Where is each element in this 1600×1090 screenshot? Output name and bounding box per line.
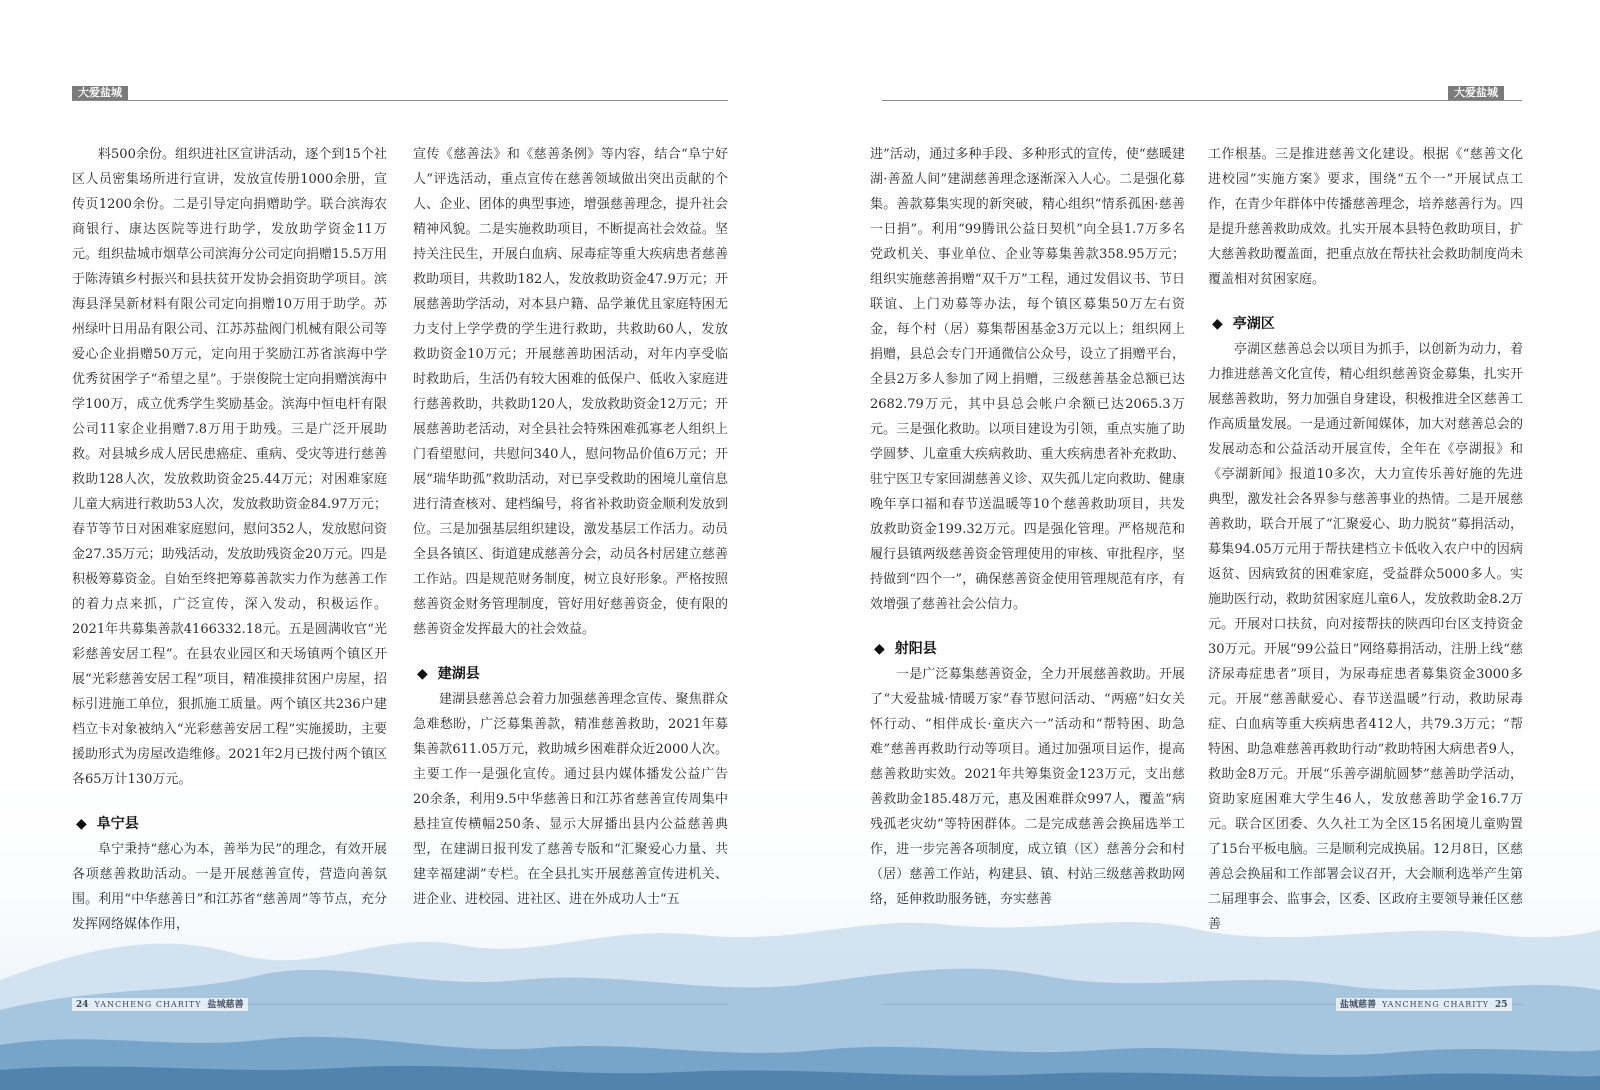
right-page: [800, 0, 1600, 1090]
page-number: 25: [1495, 1000, 1508, 1010]
paragraph: 一是广泛募集慈善资金，全力开展慈善救助。开展了“大爱盐城·情暖万家”春节慰问活动、“两癌”妇女关怀行动、“相伴成长·童庆六一”活动和“帮特困、助急难”慈善再救助行动等项目。通过加强项目运作，提高慈善救助实效。2021年共筹集资金123万元，支出慈善救助金185.48万元，惠及困难群众997人，覆盖“病残孤老灾幼”等特困群体。二是完成慈善会换届选举工作，进一步完善各项制度，成立镇（区）慈善分会和村（居）慈善工作站，构建县、镇、村站三级慈善救助网络，延伸救助服务链，夯实慈善: [870, 667, 1185, 907]
paragraph: 阜宁秉持“慈心为本，善举为民”的理念，有效开展各项慈善救助活动。一是开展慈善宣传，营造向善氛围。利用“中华慈善日”和江苏省“慈善周”等节点，充分发挥网络媒体作用，: [72, 842, 387, 932]
column-3: [870, 142, 1185, 912]
header-label-right: 大爱盐城: [1448, 86, 1504, 100]
header-rule-left: [72, 100, 728, 101]
header-label-left: 大爱盐城: [72, 86, 128, 100]
footer-chinese: 盐城慈善: [1340, 1000, 1377, 1010]
footer-english: YANCHENG CHARITY: [1382, 1000, 1489, 1009]
footer-left: [72, 998, 248, 1011]
section-heading-funing: ◆ 阜宁县: [72, 812, 387, 837]
footer-english: YANCHENG CHARITY: [94, 1000, 202, 1009]
footer-right: [1336, 998, 1512, 1011]
diamond-bullet-icon: ◆: [874, 641, 885, 657]
page-number: 24: [76, 1000, 89, 1010]
paragraph: 建湖县慈善总会着力加强慈善理念宣传、聚焦群众急难愁盼，广泛募集善款，精准慈善救助，2021年募集善款611.05万元，救助城乡困难群众近2000人次。主要工作一是强化宣传。通过县内媒体播发公益广告20余条，利用9.5中华慈善日和江苏省慈善宣传周集中悬挂宣传横幅250条、显示大屏播出县内公益慈善典型，在建湖日报刊发了慈善专版和“汇聚爱心力量、共建幸福建湖”专栏。在全县扎实开展慈善宣传进机关、进企业、进校园、进社区、进在外成功人士“五: [413, 692, 728, 907]
paragraph: 工作根基。三是推进慈善文化建设。根据《“慈善文化进校园”实施方案》要求，围绕“五个一”开展试点工作，在青少年群体中传播慈善理念，培养慈善行为。四是提升慈善救助成效。扎实开展本县特色救助项目，扩大慈善救助覆盖面，把重点放在帮扶社会救助制度尚未覆盖相对贫困家庭。: [1208, 147, 1523, 287]
diamond-bullet-icon: ◆: [417, 666, 428, 682]
header-rule-right: [882, 100, 1522, 101]
column-1: [72, 142, 387, 937]
diamond-bullet-icon: ◆: [1212, 316, 1223, 332]
section-heading-tinghu: ◆ 亭湖区: [1208, 312, 1523, 337]
paragraph: 料500余份。组织进社区宣讲活动，逐个到15个社区人员密集场所进行宣讲，发放宣传册1000余册，宣传页1200余份。二是引导定向捐赠助学。联合滨海农商银行、康达医院等进行助学，发放助学资金11万元。组织盐城市烟草公司滨海分公司定向捐赠15.5万用于陈涛镇乡村振兴和县扶贫开发协会捐资助学项目。滨海县泽昊新材料有限公司定向捐赠10万用于助学。苏州绿叶日用品有限公司、江苏苏盐阀门机械有限公司等爱心企业捐赠50万元，定向用于奖励江苏省滨海中学优秀贫困学子“希望之星”。于崇俊院士定向捐赠滨海中学100万，成立优秀学生奖励基金。滨海中恒电杆有限公司11家企业捐赠7.8万用于助残。三是广泛开展助救。对县城乡成人居民患癌症、重病、受灾等进行慈善救助128人次，发放救助资金25.44万元；对困难家庭儿童大病进行救助53人次，发放救助资金84.97万元；春节等节日对困难家庭慰问，慰问352人，发放慰问资金27.35万元；助残活动，发放助残资金20万元。四是积极筹募资金。自始至终把筹募善款实力作为慈善工作的着力点来抓，广泛宣传，深入发动，积极运作。2021年共募集善款4166332.18元。五是圆满收官“光彩慈善安居工程”。在县农业园区和天场镇两个镇区开展“光彩慈善安居工程”项目，精准摸排贫困户房屋，招标引进施工单位，狠抓施工质量。两个镇区共236户建档立卡对象被纳入“光彩慈善安居工程”实施援助，主要援助形式为房屋改造维修。2021年2月已拨付两个镇区各65万计130万元。: [72, 147, 387, 787]
section-heading-sheyang: ◆ 射阳县: [870, 637, 1185, 662]
column-2: [413, 142, 728, 912]
column-4: [1208, 142, 1523, 937]
diamond-bullet-icon: ◆: [76, 816, 87, 832]
paragraph: 进”活动，通过多种手段、多种形式的宣传，使“慈暖建湖·善盈人间”建湖慈善理念逐渐深入人心。二是强化募集。善款募集实现的新突破，精心组织“情系孤困·慈善一日捐”。利用“99腾讯公益日契机”向全县1.7万多名党政机关、事业单位、企业等募集善款358.95万元；组织实施慈善捐赠“双千万”工程，通过发倡议书、节日联谊、上门劝募等办法，每个镇区募集50万左右资金，每个村（居）募集帮困基金3万元以上；组织网上捐赠，县总会专门开通微信公众号，设立了捐赠平台，全县2万多人参加了网上捐赠，三级慈善基金总额已达2682.79万元，其中县总会帐户余额已达2065.3万元。三是强化救助。以项目建设为引领，重点实施了助学圆梦、儿童重大疾病救助、重大疾病患者补充救助、驻宁医卫专家回湖慈善义诊、双失孤儿定向救助、健康晚年享口福和春节送温暖等10个慈善救助项目，共发放救助资金199.32万元。四是强化管理。严格规范和履行县镇两级慈善资金管理使用的审核、审批程序，坚持做到“四个一”，确保慈善资金使用管理规范有序，有效增强了慈善社会公信力。: [870, 147, 1185, 612]
section-heading-jianhu: ◆ 建湖县: [413, 662, 728, 687]
paragraph: 宣传《慈善法》和《慈善条例》等内容，结合“阜宁好人”评选活动，重点宣传在慈善领域做出突出贡献的个人、企业、团体的典型事迹，增强慈善理念，提升社会精神风貌。二是实施救助项目，不断提高社会效益。坚持关注民生，开展白血病、尿毒症等重大疾病患者慈善救助项目，共救助182人，发放救助资金47.9万元；开展慈善助学活动，对本县户籍、品学兼优且家庭特困无力支付上学学费的学生进行救助，共救助60人，发放救助资金10万元；开展慈善助困活动，对年内享受临时救助后，生活仍有较大困难的低保户、低收入家庭进行慈善救助，共救助120人，发放救助资金12万元；开展慈善助老活动，对全县社会特殊困难孤寡老人组织上门看望慰问，共慰问340人，慰问物品价值6万元；开展“瑞华助孤”救助活动，对已享受救助的困境儿童信息进行清查核对、建档编号，将省补救助资金顺利发放到位。三是加强基层组织建设，激发基层工作活力。动员全县各镇区、街道建成慈善分会，动员各村居建立慈善工作站。四是规范财务制度，树立良好形象。严格按照慈善资金财务管理制度，管好用好慈善资金，使有限的慈善资金发挥最大的社会效益。: [413, 147, 728, 637]
footer-chinese: 盐城慈善: [207, 1000, 244, 1010]
paragraph: 亭湖区慈善总会以项目为抓手，以创新为动力，着力推进慈善文化宣传，精心组织慈善资金募集，扎实开展慈善救助，努力加强自身建设，积极推进全区慈善工作高质量发展。一是通过新闻媒体，加大对慈善总会的发展动态和公益活动开展宣传，全年在《亭湖报》和《亭湖新闻》报道10多次，大力宣传乐善好施的先进典型，激发社会各界参与慈善事业的热情。二是开展慈善救助，联合开展了“汇聚爱心、助力脱贫”募捐活动，募集94.05万元用于帮扶建档立卡低收入农户中的因病返贫、因病致贫的困难家庭，受益群众5000多人。实施助医行动，救助贫困家庭儿童6人，发放救助金8.2万元。开展对口扶贫，向对接帮扶的陕西印台区支持资金30万元。开展“99公益日”网络募捐活动，注册上线“慈济尿毒症患者”项目，为尿毒症患者募集资金3000多元。开展“慈善献爱心、春节送温暖”行动，救助尿毒症、白血病等重大疾病患者412人，共79.3万元；“帮特困、助急难慈善再救助行动”救助特困大病患者9人，救助金8万元。开展“乐善亭湖航圆梦”慈善助学活动，资助家庭困难大学生46人，发放慈善助学金16.7万元。联合区团委、久久社工为全区15名困境儿童购置了15台平板电脑。三是顺利完成换届。12月8日，区慈善总会换届和工作部署会议召开，大会顺利选举产生第二届理事会、监事会，区委、区政府主要领导兼任区慈善: [1208, 342, 1523, 932]
